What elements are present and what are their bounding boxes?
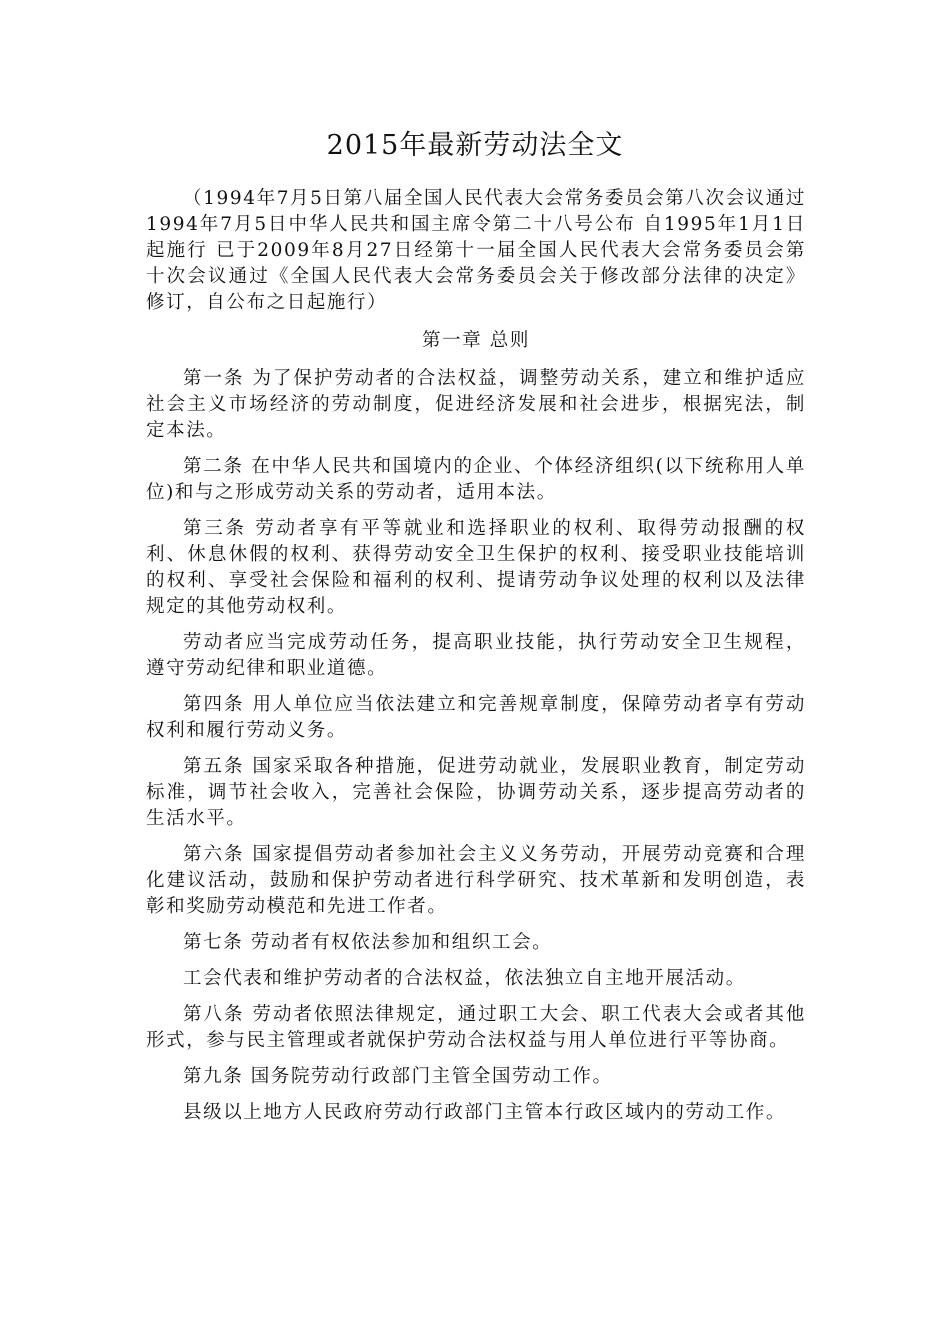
article-2: 第二条 在中华人民共和国境内的企业、个体经济组织(以下统称用人单位)和与之形成劳动关系的劳动者，适用本法。 bbox=[146, 456, 806, 503]
intro-paragraph: （1994年7月5日第八届全国人民代表大会常务委员会第八次会议通过 1994年7月5日中华人民共和国主席令第二十八号公布 自1995年1月1日起施行 已于2009年8月27日经第十一届全国人民代表大会常务委员会第十次会议通过《全国人民代表大会常务委员会关于修改部分法律的决定》修订，自公布之日起施行） bbox=[146, 188, 806, 313]
article-5: 第五条 国家采取各种措施，促进劳动就业，发展职业教育，制定劳动标准，调节社会收入，完善社会保险，协调劳动关系，逐步提高劳动者的生活水平。 bbox=[146, 756, 806, 829]
article-9: 第九条 国务院劳动行政部门主管全国劳动工作。 bbox=[183, 1066, 613, 1087]
article-3: 第三条 劳动者享有平等就业和选择职业的权利、取得劳动报酬的权利、休息休假的权利、获得劳动安全卫生保护的权利、接受职业技能培训的权利、享受社会保险和福利的权利、提请劳动争议处理的权利以及法律规定的其他劳动权利。 bbox=[146, 518, 806, 617]
article-3-paragraph-2: 劳动者应当完成劳动任务，提高职业技能，执行劳动安全卫生规程，遵守劳动纪律和职业道德。 bbox=[146, 632, 806, 679]
article-8: 第八条 劳动者依照法律规定，通过职工大会、职工代表大会或者其他形式，参与民主管理或者就保护劳动合法权益与用人单位进行平等协商。 bbox=[146, 1004, 806, 1051]
document-title: 2015年最新劳动法全文 bbox=[326, 130, 624, 161]
chapter-heading: 第一章 总则 bbox=[422, 330, 530, 351]
article-7: 第七条 劳动者有权依法参加和组织工会。 bbox=[183, 932, 553, 953]
article-4: 第四条 用人单位应当依法建立和完善规章制度，保障劳动者享有劳动权利和履行劳动义务。 bbox=[146, 694, 806, 741]
document-body bbox=[146, 186, 806, 1136]
article-7-paragraph-2: 工会代表和维护劳动者的合法权益，依法独立自主地开展活动。 bbox=[183, 968, 746, 989]
article-9-paragraph-2: 县级以上地方人民政府劳动行政部门主管本行政区域内的劳动工作。 bbox=[183, 1102, 787, 1123]
article-6: 第六条 国家提倡劳动者参加社会主义义务劳动，开展劳动竞赛和合理化建议活动，鼓励和保护劳动者进行科学研究、技术革新和发明创造，表彰和奖励劳动模范和先进工作者。 bbox=[146, 844, 806, 917]
article-1: 第一条 为了保护劳动者的合法权益，调整劳动关系，建立和维护适应社会主义市场经济的劳动制度，促进经济发展和社会进步，根据宪法，制定本法。 bbox=[146, 368, 806, 441]
